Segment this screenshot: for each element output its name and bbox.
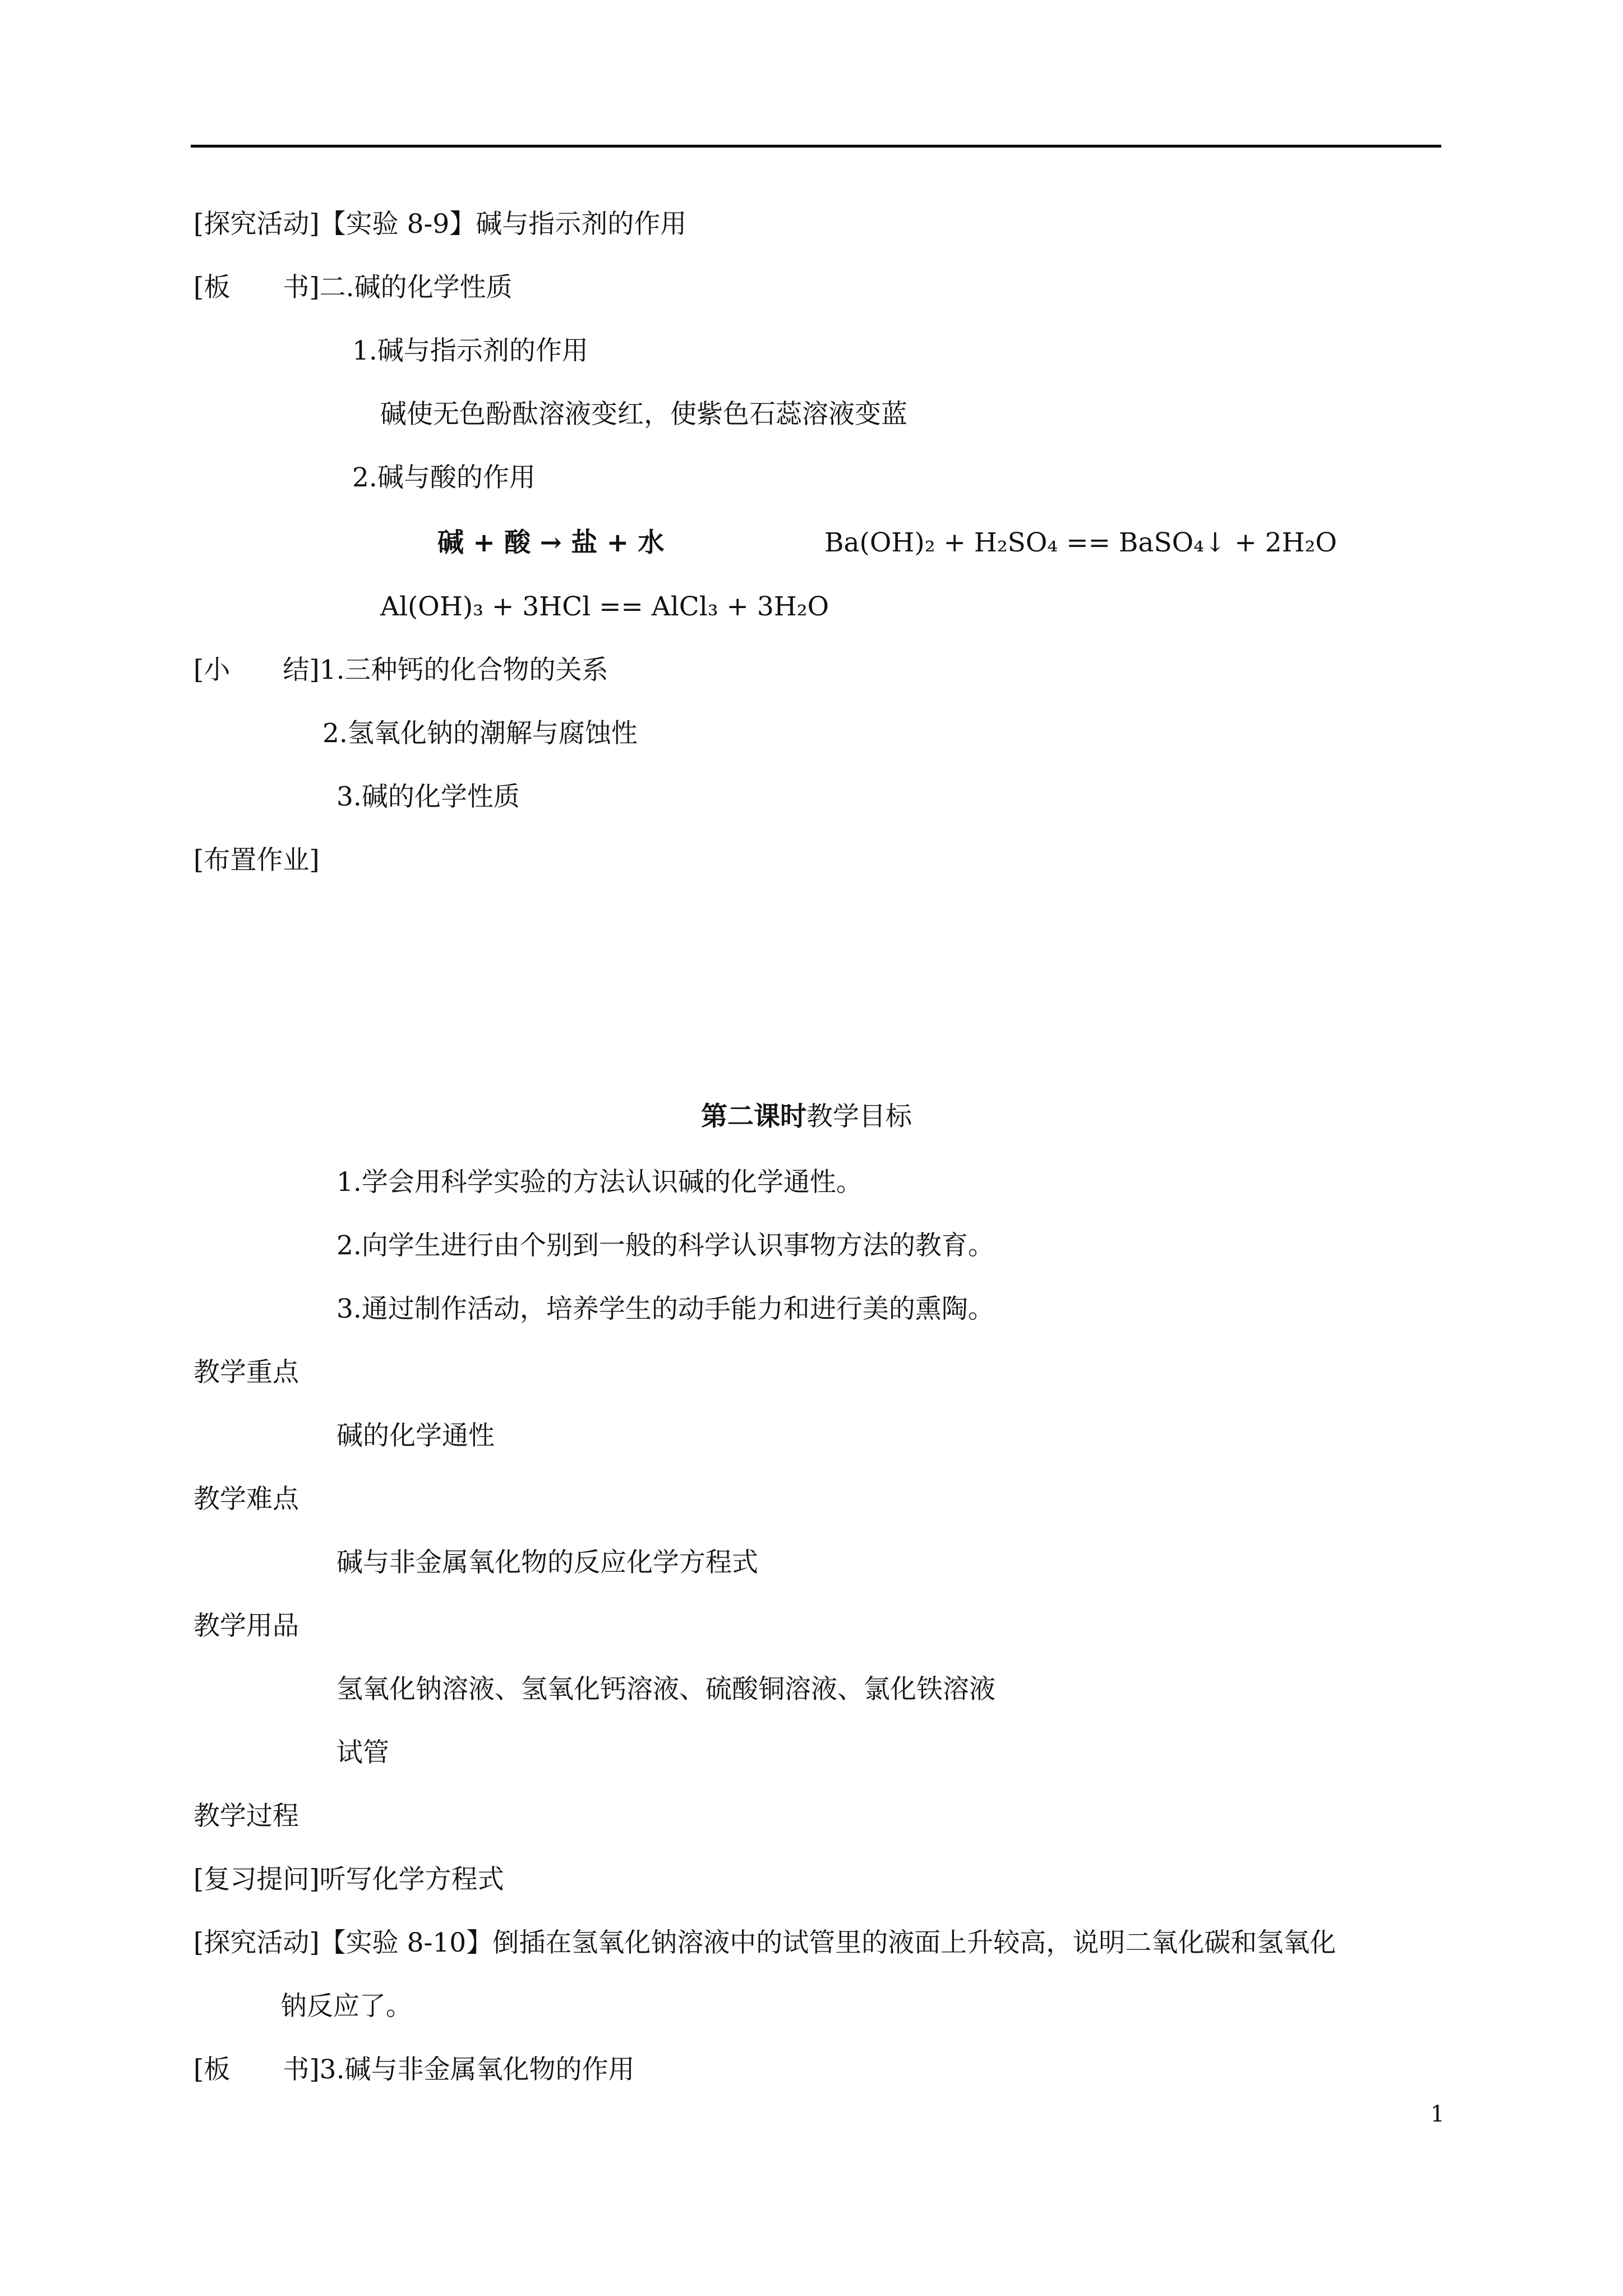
- materials-label: 教学用品: [193, 1611, 299, 1641]
- materials-text-2: 试管: [336, 1737, 389, 1768]
- objective-3: 3.通过制作活动，培养学生的动手能力和进行美的熏陶。: [336, 1294, 994, 1324]
- activity-line-1: [探究活动]【实验 8-9】碱与指示剂的作用: [193, 209, 687, 240]
- activity-line-2: [探究活动]【实验 8-10】倒插在氢氧化钠溶液中的试管里的液面上升较高，说明二氧化碳和氢氧化: [193, 1927, 1336, 1958]
- summary-line-1: [小 结]1.三种钙的化合物的关系: [193, 655, 608, 685]
- process-label: 教学过程: [193, 1801, 299, 1832]
- summary-line-2: 2.氢氧化钠的潮解与腐蚀性: [322, 718, 638, 749]
- chemical-equation-1: Ba(OH)₂ + H₂SO₄ == BaSO₄↓ + 2H₂O: [824, 527, 1337, 558]
- objective-1: 1.学会用科学实验的方法认识碱的化学通性。: [336, 1167, 863, 1198]
- header-rule: [191, 145, 1441, 148]
- page-number: 1: [1430, 2101, 1445, 2127]
- section-title-bold: 第二课时: [701, 1101, 806, 1132]
- board-line-2: [板 书]3.碱与非金属氧化物的作用: [193, 2054, 635, 2085]
- section-title-rest: 教学目标: [806, 1101, 912, 1132]
- key-points-text: 碱的化学通性: [336, 1420, 495, 1451]
- word-equation: 碱 + 酸 → 盐 + 水: [437, 527, 665, 558]
- subheading-2: 2.碱与酸的作用: [352, 462, 536, 493]
- chemical-equation-2: Al(OH)₃ + 3HCl == AlCl₃ + 3H₂O: [380, 591, 829, 622]
- review-question: [复习提问]听写化学方程式: [193, 1864, 504, 1895]
- subheading-1: 1.碱与指示剂的作用: [352, 335, 588, 366]
- difficulties-text: 碱与非金属氧化物的反应化学方程式: [336, 1547, 758, 1578]
- summary-line-3: 3.碱的化学性质: [336, 781, 520, 812]
- body-text: 碱使无色酚酞溶液变红，使紫色石蕊溶液变蓝: [380, 399, 907, 430]
- homework-label: [布置作业]: [193, 845, 320, 876]
- objective-2: 2.向学生进行由个别到一般的科学认识事物方法的教育。: [336, 1230, 994, 1261]
- difficulties-label: 教学难点: [193, 1484, 299, 1515]
- activity-line-2-cont: 钠反应了。: [280, 1991, 412, 2022]
- key-points-label: 教学重点: [193, 1357, 299, 1388]
- board-line-1: [板 书]二.碱的化学性质: [193, 272, 513, 303]
- section-heading: [701, 1100, 912, 1134]
- materials-text: 氢氧化钠溶液、氢氧化钙溶液、硫酸铜溶液、氯化铁溶液: [336, 1674, 995, 1705]
